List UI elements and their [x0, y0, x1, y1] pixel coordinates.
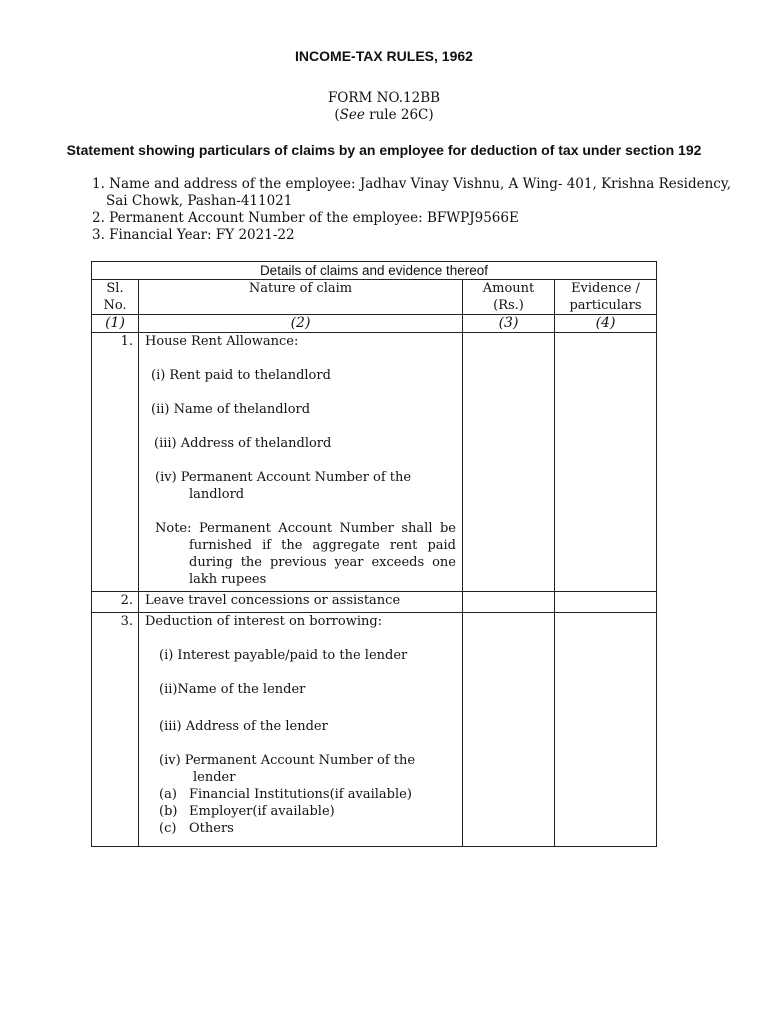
lender-type-c-label: (c) — [159, 821, 177, 836]
lender-type-b-text: Employer(if available) — [189, 804, 335, 819]
row-evidence — [555, 333, 657, 592]
lender-type-b — [145, 803, 456, 820]
table-row — [92, 592, 657, 613]
header-evidence-line2: particulars — [569, 298, 642, 313]
rules-title: INCOME-TAX RULES, 1962 — [295, 48, 473, 64]
header-amount-line2: (Rs.) — [493, 298, 524, 313]
row-nature-interest — [139, 613, 463, 847]
column-number-2: (2) — [139, 315, 463, 333]
column-number-4: (4) — [555, 315, 657, 333]
employee-name-address: 1. Name and address of the employee: Jadhav Vinay Vishnu, A Wing- 401, Krishna Residency, — [92, 176, 731, 192]
hra-item-landlord-pan: (iv) Permanent Account Number of the landlord — [155, 470, 412, 502]
row-nature-ltc: Leave travel concessions or assistance — [139, 592, 463, 613]
header-amount — [463, 280, 555, 315]
header-amount-line1: Amount — [482, 281, 535, 296]
lender-type-a-label: (a) — [159, 787, 177, 802]
lender-type-c-text: Others — [189, 821, 234, 836]
interest-item-lender-name: (ii)Name of the lender — [159, 682, 306, 697]
table-row — [92, 333, 657, 592]
header-sl-no — [92, 280, 139, 315]
interest-item-payable: (i) Interest payable/paid to the lender — [159, 648, 408, 663]
row-sl-no: 2. — [92, 592, 139, 613]
claims-table — [91, 261, 657, 847]
lender-type-c — [145, 820, 456, 837]
employee-details — [92, 176, 731, 244]
column-number-3: (3) — [463, 315, 555, 333]
header-sl-line1: Sl. — [106, 281, 124, 296]
row-evidence — [555, 592, 657, 613]
see-word: See — [339, 107, 365, 123]
interest-item-lender-pan: (iv) Permanent Account Number of the lender — [159, 753, 416, 785]
row-sl-no: 3. — [92, 613, 139, 847]
employee-pan: 2. Permanent Account Number of the employee: BFWPJ9566E — [92, 210, 519, 226]
employee-address-continued: Sai Chowk, Pashan-411021 — [106, 193, 293, 209]
see-rule-ref: rule 26C) — [364, 107, 434, 123]
header-evidence — [555, 280, 657, 315]
lender-type-b-label: (b) — [159, 804, 178, 819]
header-nature: Nature of claim — [139, 280, 463, 315]
row-amount — [463, 613, 555, 847]
hra-item-landlord-name: (ii) Name of thelandlord — [151, 402, 311, 417]
row-sl-no: 1. — [92, 333, 139, 592]
hra-item-landlord-address: (iii) Address of thelandlord — [154, 436, 332, 451]
financial-year: 3. Financial Year: FY 2021-22 — [92, 227, 295, 243]
row-nature-hra — [139, 333, 463, 592]
see-rule-line — [0, 107, 768, 123]
row-amount — [463, 333, 555, 592]
form-number: FORM NO.12BB — [327, 90, 441, 106]
hra-heading: House Rent Allowance: — [145, 334, 299, 349]
table-caption: Details of claims and evidence thereof — [92, 262, 657, 280]
row-amount — [463, 592, 555, 613]
header-sl-line2: No. — [103, 298, 127, 313]
row-evidence — [555, 613, 657, 847]
column-number-1: (1) — [92, 315, 139, 333]
table-row — [92, 613, 657, 847]
interest-item-lender-address: (iii) Address of the lender — [159, 719, 328, 734]
header-evidence-line1: Evidence / — [571, 281, 640, 296]
hra-note: Note: Permanent Account Number shall be furnished if the aggregate rent paid during the previous year exceeds one lakh rupees — [155, 521, 456, 587]
see-rule-open: ( — [334, 107, 340, 123]
interest-heading: Deduction of interest on borrowing: — [145, 614, 383, 629]
lender-type-a — [145, 786, 456, 803]
lender-type-a-text: Financial Institutions(if available) — [189, 787, 412, 802]
hra-item-rent: (i) Rent paid to thelandlord — [151, 368, 331, 383]
statement-heading: Statement showing particulars of claims by an employee for deduction of tax under section 192 — [66, 142, 702, 158]
